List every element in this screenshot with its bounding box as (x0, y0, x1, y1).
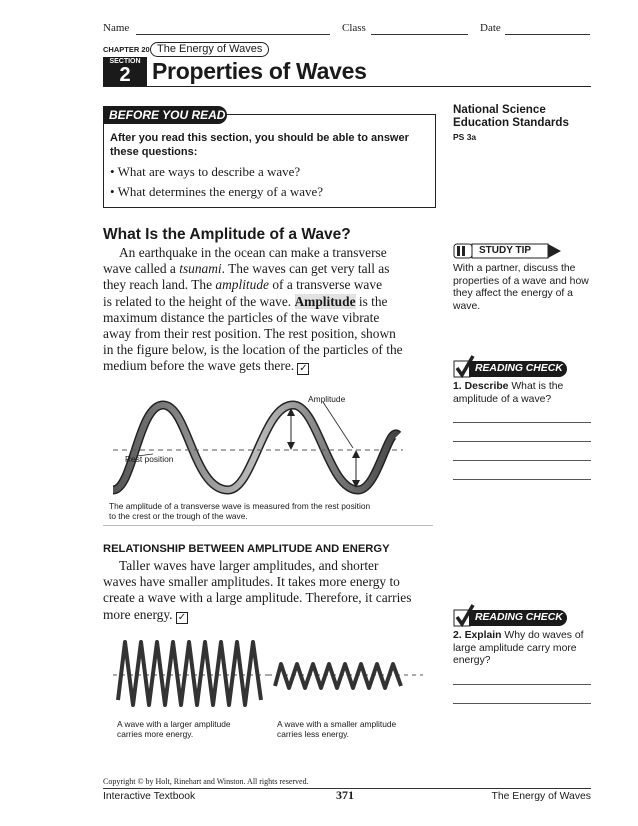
name-label: Name (103, 22, 130, 34)
figure-1-caption: The amplitude of a transverse wave is measured from the rest position to the crest or the trough of the wave. (109, 501, 371, 522)
relationship-paragraph: Taller waves have larger amplitudes, and shorter waves have smaller amplitudes. It takes more energy to create a wave with a large amplitude. Therefore, it carries more energy. ✓ (103, 558, 412, 623)
class-label: Class (342, 22, 366, 34)
answer-line[interactable] (453, 479, 591, 480)
before-you-read-intro: After you read this section, you should be able to answer these questions: (110, 132, 409, 158)
date-label: Date (480, 22, 501, 34)
class-field[interactable] (371, 34, 468, 35)
section-number: 2 (119, 64, 131, 86)
rest-position-label: Rest position (125, 454, 174, 464)
checkmark-icon: ✓ (177, 611, 187, 623)
answer-line[interactable] (453, 684, 591, 685)
section-title: Properties of Waves (152, 58, 367, 84)
question-1: • What are ways to describe a wave? (110, 164, 301, 179)
figure-2-caption-right: A wave with a smaller amplitude carries less energy. (277, 719, 397, 740)
checkmark-icon: ✓ (299, 363, 308, 375)
page-number: 371 (336, 788, 354, 802)
before-you-read-badge: BEFORE YOU READ (103, 106, 227, 124)
transverse-wave-diagram (103, 390, 433, 500)
reading-check-1-question: 1. Describe What is the amplitude of a wave? (453, 381, 564, 405)
figure-2-caption-left: A wave with a larger amplitude carries more energy. (117, 719, 231, 740)
figure-2 (103, 630, 433, 745)
amplitude-term: Amplitude (294, 293, 356, 309)
amplitude-paragraph: An earthquake in the ocean can make a transverse wave called a tsunami. The waves can get very tall as they reach land. The amplitude of a transverse wave is related to the height of the wave. Amplitude is the maximum distance the particles of the wave vibrate away from their rest position. The rest position, shown in the figure below, is the location of the particles of the medium before the wave gets there. ✓ (103, 245, 403, 375)
footer-right: The Energy of Waves (491, 791, 591, 802)
answer-line[interactable] (453, 703, 591, 704)
answer-line[interactable] (453, 441, 591, 442)
standards-title: National Science Education Standards (453, 103, 569, 129)
amplitude-label: Amplitude (308, 394, 346, 404)
question-2: • What determines the energy of a wave? (110, 184, 324, 199)
study-tip-text: With a partner, discuss the properties of a wave and how they affect the energy of a wave. (453, 263, 589, 312)
answer-line[interactable] (453, 422, 591, 423)
chapter-label: CHAPTER 20 (103, 45, 150, 54)
date-field[interactable] (505, 34, 590, 35)
study-tip-badge (453, 243, 563, 259)
answer-line[interactable] (453, 460, 591, 461)
amplitude-comparison-diagram (103, 630, 433, 710)
amplitude-heading: What Is the Amplitude of a Wave? (103, 226, 351, 243)
footer-left: Interactive Textbook (103, 791, 196, 802)
reading-check-2-badge: READING CHECK (469, 610, 567, 626)
copyright: Copyright © by Holt, Rinehart and Winston. All rights reserved. (103, 777, 309, 786)
reading-check-2-question: 2. Explain Why do waves of large amplitude carry more energy? (453, 630, 584, 667)
relationship-heading: RELATIONSHIP BETWEEN AMPLITUDE AND ENERGY (103, 543, 390, 555)
name-field[interactable] (136, 34, 330, 35)
study-tip-label: STUDY TIP (479, 245, 532, 256)
standards-code: PS 3a (453, 132, 477, 142)
reading-check-1-badge: READING CHECK (469, 361, 567, 377)
figure-1 (103, 390, 433, 526)
chapter-title: The Energy of Waves (150, 42, 269, 57)
title-rule (103, 86, 591, 87)
section-label: SECTION (109, 58, 141, 65)
